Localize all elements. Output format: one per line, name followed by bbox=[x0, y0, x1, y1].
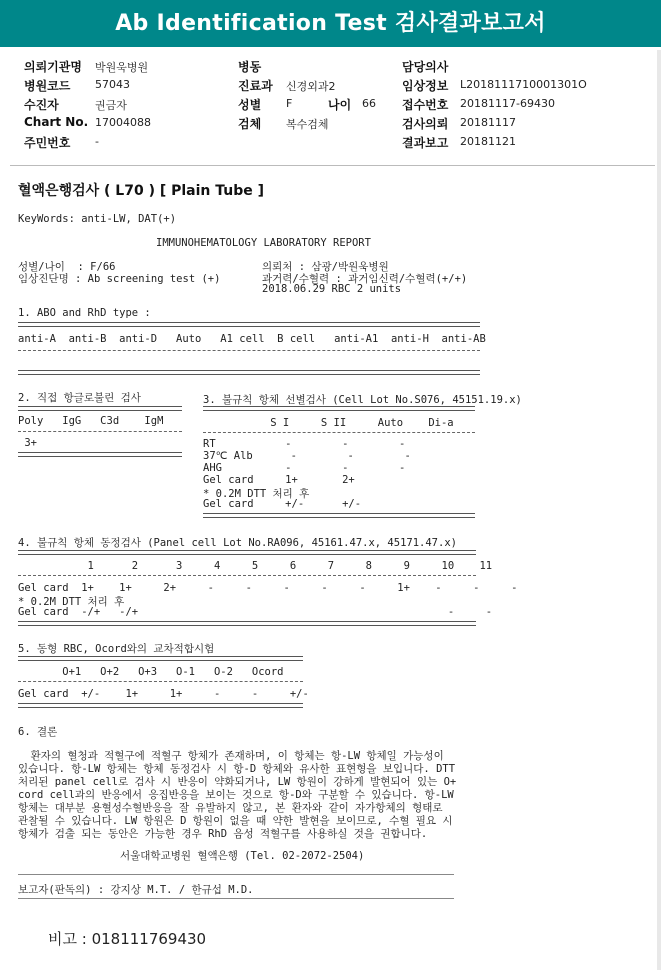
s3-row-ahg: AHG - - - bbox=[203, 462, 406, 474]
history: 과거력/수혈력 : 과거임신력/수혈력(+/+) bbox=[262, 273, 468, 285]
s3-row-alb: 37℃ Alb - - - bbox=[203, 450, 411, 462]
recipient-label: 수진자 bbox=[24, 98, 59, 112]
institution: 서울대학교병원 혈액은행 (Tel. 02-2072-2504) bbox=[120, 850, 365, 862]
lab-report bbox=[0, 166, 661, 966]
clinical-value: L2018111710001301O bbox=[460, 78, 587, 91]
doctor-label: 담당의사 bbox=[402, 60, 449, 74]
receipt-label: 접수번호 bbox=[402, 98, 449, 112]
s3-header: S I S II Auto Di-a bbox=[245, 417, 454, 429]
s1-rule bbox=[18, 322, 480, 327]
s1-title: 1. ABO and RhD type : bbox=[18, 307, 151, 319]
code-value: 57043 bbox=[95, 78, 130, 91]
s2-sub-rule bbox=[18, 431, 182, 432]
result-label: 결과보고 bbox=[402, 136, 449, 150]
specimen-value: 복수검체 bbox=[286, 118, 329, 131]
s3-rule bbox=[203, 406, 475, 411]
history2: 2018.06.29 RBC 2 units bbox=[262, 283, 402, 295]
s3-end-rule bbox=[203, 513, 475, 518]
s5-title: 5. 동형 RBC, Ocord와의 교차적합시험 bbox=[18, 643, 215, 655]
s3-row-rt: RT - - - bbox=[203, 438, 406, 450]
code-label: 병원코드 bbox=[24, 79, 71, 93]
clinical-dx: 임상진단명 : Ab screening test (+) bbox=[18, 273, 221, 285]
reporter: 보고자(판독의) : 강지상 M.T. / 한규섭 M.D. bbox=[18, 884, 254, 896]
s4-header: 1 2 3 4 5 6 7 8 9 10 11 bbox=[18, 560, 493, 572]
ward-label: 병동 bbox=[238, 60, 262, 74]
s4-rule bbox=[18, 550, 476, 555]
sex-value: F bbox=[286, 97, 293, 110]
request-value: 20181117 bbox=[460, 116, 516, 129]
clinical-label: 임상정보 bbox=[402, 79, 449, 93]
requester: 의뢰처 : 삼광/박원욱병원 bbox=[262, 261, 389, 273]
s3-row-gel-dtt: Gel card +/- +/- bbox=[203, 498, 362, 510]
dept-value: 신경외과2 bbox=[286, 80, 336, 93]
report-heading: 혈액은행검사 ( L70 ) [ Plain Tube ] bbox=[18, 183, 265, 199]
report-title-bar bbox=[0, 0, 661, 47]
s6-line: 항체가 검출 되는 동안은 가능한 경우 RhD 음성 적혈구를 사용하실 것을 권합니다. bbox=[18, 828, 428, 840]
s1-sub-rule bbox=[18, 350, 480, 351]
s2-header: Poly IgG C3d IgM bbox=[18, 415, 164, 427]
result-value: 20181121 bbox=[460, 135, 516, 148]
s6-line: cord cell과의 반응에서 응집반응을 보이는 것으로 항-D와 구분할 수 있습니다. 항-LW bbox=[18, 789, 454, 801]
s1-header: anti-A anti-B anti-D Auto A1 cell B cell anti-A1 anti-H anti-AB bbox=[18, 333, 486, 345]
keywords: KeyWords: anti-LW, DAT(+) bbox=[18, 213, 177, 225]
s5-end-rule bbox=[18, 703, 303, 708]
specimen-label: 검체 bbox=[238, 117, 262, 131]
dept-label: 진료과 bbox=[238, 79, 273, 93]
s6-line: 환자의 혈청과 적혈구에 적혈구 항체가 존재하며, 이 항체는 항-LW 항체일 가능성이 bbox=[18, 750, 444, 762]
s3-row-gel: Gel card 1+ 2+ bbox=[203, 474, 355, 486]
reporter-rule-bottom bbox=[18, 898, 454, 899]
rrn-label: 주민번호 bbox=[24, 136, 71, 150]
age-label: 나이 bbox=[328, 98, 352, 112]
memo: 비고 : 018111769430 bbox=[48, 930, 207, 948]
sex-label: 성별 bbox=[238, 98, 262, 112]
sex-age: 성별/나이 : F/66 bbox=[18, 261, 116, 273]
lab-title: IMMUNOHEMATOLOGY LABORATORY REPORT bbox=[156, 237, 371, 249]
recipient-value: 권금자 bbox=[95, 99, 127, 112]
age-value: 66 bbox=[362, 97, 376, 110]
s3-title: 3. 불규칙 항체 선별검사 (Cell Lot No.S076, 45151.19.x) bbox=[203, 394, 522, 406]
s4-row-dtt: * 0.2M DTT 처리 후 bbox=[18, 596, 125, 608]
report-title: Ab Identification Test 검사결과보고서 bbox=[115, 11, 546, 36]
s4-row-gel: Gel card 1+ 1+ 2+ - - - - - 1+ - - - bbox=[18, 582, 518, 594]
s6-line: 관찰될 수 있습니다. LW 항원은 D 항원이 없을 때 약한 발현을 보이므로, 수혈 필요 시 bbox=[18, 815, 453, 827]
s5-row: Gel card +/- 1+ 1+ - - +/- bbox=[18, 688, 309, 700]
s5-header: O+1 O+2 O+3 O-1 O-2 Ocord bbox=[18, 666, 284, 678]
s4-sub-rule bbox=[18, 575, 476, 576]
s4-title: 4. 불규칙 항체 동정검사 (Panel cell Lot No.RA096, 45161.47.x, 45171.47.x) bbox=[18, 537, 457, 549]
s2-rule bbox=[18, 406, 182, 411]
hospital-value: 박원욱병원 bbox=[95, 61, 149, 74]
s1-end-rule bbox=[18, 370, 480, 375]
s3-row-dtt: * 0.2M DTT 처리 후 bbox=[203, 488, 310, 500]
s4-row-gel-dtt: Gel card -/+ -/+ - - bbox=[18, 606, 493, 618]
s6-line: 처리된 panel cell로 검사 시 반응이 약화되거나, LW 항원이 강하게 발현되어 있는 O+ bbox=[18, 776, 457, 788]
request-label: 검사의뢰 bbox=[402, 117, 449, 131]
s4-end-rule bbox=[18, 621, 476, 626]
chart-value: 17004088 bbox=[95, 116, 151, 129]
s5-rule bbox=[18, 656, 303, 661]
s3-sub-rule bbox=[203, 432, 475, 433]
s2-end-rule bbox=[18, 452, 182, 457]
s2-title: 2. 직접 항글로불린 검사 bbox=[18, 392, 141, 404]
s2-value: 3+ bbox=[18, 437, 37, 449]
s5-sub-rule bbox=[18, 681, 303, 682]
chart-label: Chart No. bbox=[24, 115, 89, 129]
s6-title: 6. 결론 bbox=[18, 726, 58, 738]
hospital-label: 의뢰기관명 bbox=[24, 60, 82, 74]
s6-line: 항체는 대부분 용혈성수혈반응을 잘 유발하지 않고, 본 환자와 같이 자가항체의 형태로 bbox=[18, 802, 443, 814]
rrn-value: - bbox=[95, 135, 99, 148]
patient-info-section bbox=[0, 55, 661, 161]
s6-line: 있습니다. 항-LW 항체는 항체 동정검사 시 항-D 항체와 유사한 표현형을 보입니다. DTT bbox=[18, 763, 456, 775]
reporter-rule-top bbox=[18, 874, 454, 875]
receipt-value: 20181117-69430 bbox=[460, 97, 555, 110]
